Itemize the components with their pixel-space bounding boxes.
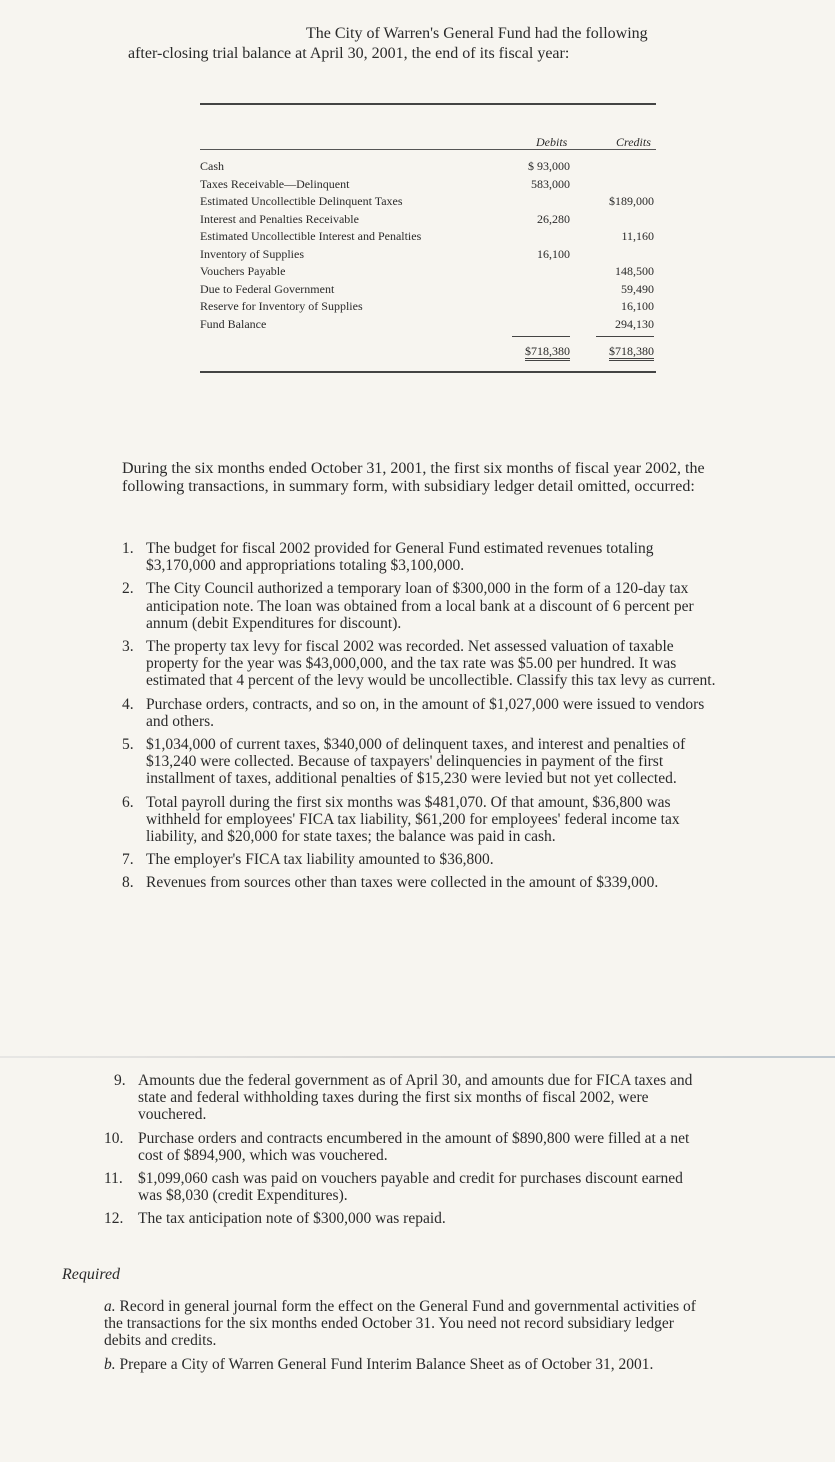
- item-number: 10.: [104, 1129, 124, 1147]
- account-name: Taxes Receivable—Delinquent: [200, 176, 350, 191]
- credit-amount: 148,500: [615, 264, 654, 278]
- credits-header: Credits: [616, 135, 651, 149]
- list-item: [108, 874, 718, 891]
- account-name: Cash: [200, 159, 224, 173]
- item-text: The tax anticipation note of $300,000 was repaid.: [138, 1210, 446, 1228]
- intro-text: [128, 24, 718, 64]
- required-label: Required: [62, 1266, 121, 1283]
- table-rows: [200, 150, 656, 337]
- item-number: 11.: [104, 1170, 123, 1188]
- item-text: Amounts due the federal government as of April 30, and amounts due for FICA taxes and state and federal withholding taxes during the first six months of fiscal 2002, were vouchered.: [138, 1072, 693, 1124]
- credit-amount: 294,130: [615, 316, 654, 331]
- item-text: The budget for fiscal 2002 provided for General Fund estimated revenues totaling $3,170,000 and appropriations totaling $3,100,000.: [146, 540, 654, 575]
- item-text: Purchase orders, contracts, and so on, in the amount of $1,027,000 were issued to vendors and others.: [146, 695, 705, 730]
- required-section: [104, 1298, 714, 1379]
- list-item: [100, 1072, 710, 1124]
- required-text: Prepare a City of Warren General Fund Interim Balance Sheet as of October 31, 2001.: [119, 1355, 654, 1373]
- table-bottom-rule: [200, 371, 656, 373]
- item-number: 5.: [122, 736, 134, 754]
- table-row: [200, 281, 656, 299]
- table-row: [200, 263, 656, 281]
- list-item: [108, 540, 718, 574]
- list-item: [108, 638, 718, 690]
- intro-line-2: after-closing trial balance at April 30, 2001, the end of its fiscal year:: [128, 45, 570, 62]
- required-text: Record in general journal form the effect on the General Fund and governmental activities of the transactions for the six months ended October 31. You need not record subsidiary ledger debits and credits.: [104, 1298, 696, 1350]
- item-text: $1,034,000 of current taxes, $340,000 of delinquent taxes, and interest and penalties of $13,240 were collected. Because of taxpayers' delinquencies in payment of the first installment of taxes, additional penalties of $15,230 were levied but not yet collected.: [146, 736, 686, 788]
- item-text: Purchase orders and contracts encumbered in the amount of $890,800 were filled at a net cost of $894,900, which was vouchered.: [138, 1129, 690, 1164]
- item-text: Total payroll during the first six months was $481,070. Of that amount, $36,800 was withheld for employees' FICA tax liability, $61,200 for employees' federal income tax liability, and $20,000 for state taxes; the balance was paid in cash.: [146, 793, 680, 846]
- account-name: Fund Balance: [200, 316, 267, 331]
- table-row: [200, 176, 656, 194]
- debit-amount: $ 93,000: [528, 159, 570, 173]
- account-name: Interest and Penalties Receivable: [200, 211, 359, 226]
- account-name: Vouchers Payable: [200, 264, 286, 278]
- table-row: [200, 316, 656, 334]
- subtotal-rule: [200, 333, 656, 337]
- list-item: [108, 736, 718, 788]
- table-row: [200, 158, 656, 176]
- credit-amount: $189,000: [609, 194, 654, 208]
- table-total-row: [200, 341, 656, 363]
- intro-line-1: The City of Warren's General Fund had the following: [306, 25, 648, 42]
- list-item: [108, 794, 718, 846]
- page-fold-line: [0, 1056, 835, 1058]
- debit-amount: 583,000: [531, 176, 570, 191]
- required-letter: a.: [104, 1298, 116, 1315]
- debit-amount: 16,100: [537, 246, 570, 261]
- list-item: [108, 851, 718, 868]
- total-credits: $718,380: [609, 344, 654, 361]
- credit-amount: 11,160: [621, 229, 654, 243]
- total-debits: $718,380: [525, 344, 570, 361]
- debit-amount: 26,280: [537, 211, 570, 226]
- table-row: [200, 211, 656, 229]
- table-row: [200, 298, 656, 316]
- account-name: Estimated Uncollectible Delinquent Taxes: [200, 194, 403, 208]
- transactions-intro: During the six months ended October 31, 2001, the first six months of fiscal year 2002, the following transactions, in summary form, with subsidiary ledger detail omitted, occurred:: [122, 460, 705, 495]
- debits-header: Debits: [536, 135, 568, 149]
- item-number: 12.: [104, 1210, 124, 1228]
- item-text: The City Council authorized a temporary loan of $300,000 in the form of a 120-day tax anticipation note. The loan was obtained from a local bank at a discount of 6 percent per annum (debit Expenditures for discount).: [146, 580, 694, 632]
- item-text: Revenues from sources other than taxes were collected in the amount of $339,000.: [146, 874, 659, 892]
- list-item: [100, 1130, 710, 1164]
- item-number: 1.: [122, 540, 134, 557]
- list-item: [100, 1170, 710, 1204]
- item-text: The employer's FICA tax liability amounted to $36,800.: [146, 851, 494, 869]
- list-item: [100, 1210, 710, 1227]
- item-number: 7.: [122, 851, 134, 869]
- credit-amount: 59,490: [621, 281, 654, 296]
- item-number: 8.: [122, 874, 134, 892]
- table-row: [200, 228, 656, 246]
- item-number: 3.: [122, 638, 134, 656]
- account-name: Due to Federal Government: [200, 281, 335, 296]
- account-name: Inventory of Supplies: [200, 246, 304, 261]
- account-name: Reserve for Inventory of Supplies: [200, 299, 363, 313]
- table-row: [200, 193, 656, 211]
- item-number: 9.: [114, 1072, 126, 1089]
- list-item: [108, 580, 718, 632]
- transactions-list-part1: [108, 540, 718, 898]
- transactions-list-part2: [100, 1072, 710, 1234]
- item-text: $1,099,060 cash was paid on vouchers payable and credit for purchases discount earned was $8,030 (credit Expenditures).: [138, 1170, 683, 1205]
- item-number: 4.: [122, 695, 134, 713]
- required-letter: b.: [104, 1355, 116, 1373]
- trial-balance-table: [200, 103, 656, 373]
- credit-amount: 16,100: [621, 299, 654, 313]
- table-header: [200, 105, 656, 150]
- item-text: The property tax levy for fiscal 2002 was recorded. Net assessed valuation of taxable property for the year was $43,000,000, and the tax rate was $5.00 per hundred. It was estimated that 4 percent of the levy would be uncollectible. Classify this tax levy as current.: [146, 638, 716, 690]
- table-row: [200, 246, 656, 264]
- item-number: 2.: [122, 580, 134, 598]
- item-number: 6.: [122, 793, 134, 811]
- required-item: [104, 1298, 714, 1350]
- list-item: [108, 696, 718, 730]
- account-name: Estimated Uncollectible Interest and Penalties: [200, 229, 422, 243]
- required-item: [104, 1356, 714, 1373]
